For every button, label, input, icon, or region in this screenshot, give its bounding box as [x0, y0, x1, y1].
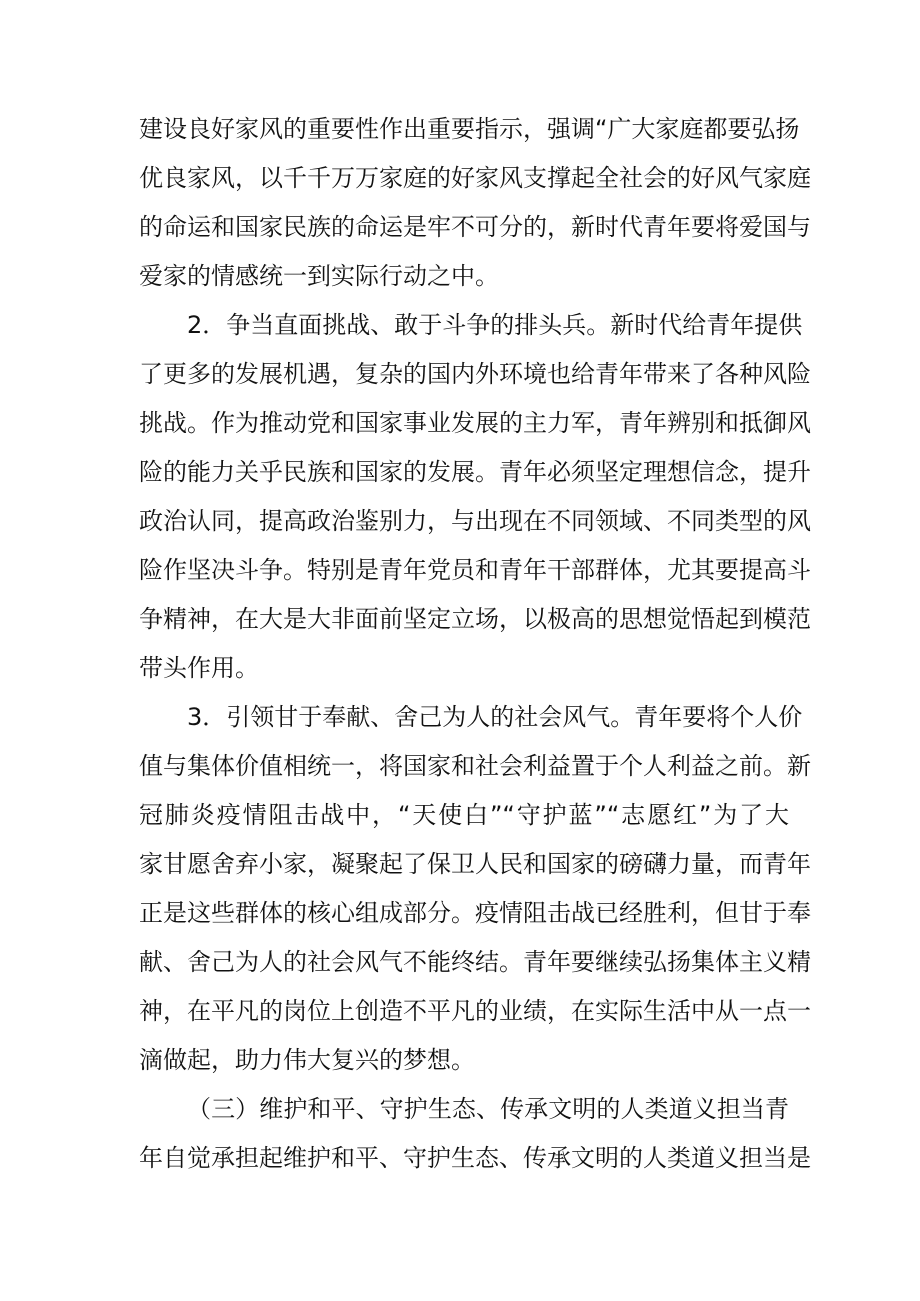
text-line: 优良家风，以千千万万家庭的好家风支撑起全社会的好风气家庭	[139, 164, 811, 192]
paragraph-heading-2: 2．争当直面挑战、敢于斗争的排头兵。新时代给青年提供	[187, 311, 803, 339]
paragraph-heading-3: 3．引领甘于奉献、舍己为人的社会风气。青年要将个人价	[187, 703, 803, 731]
text-line: 神，在平凡的岗位上创造不平凡的业绩，在实际生活中从一点一	[139, 997, 811, 1025]
text-line: 挑战。作为推动党和国家事业发展的主力军，青年辨别和抵御风	[139, 409, 811, 437]
text-line: 建设良好家风的重要性作出重要指示，强调“广大家庭都要弘扬	[139, 115, 800, 143]
text-line: 年自觉承担起维护和平、守护生态、传承文明的人类道义担当是	[139, 1144, 811, 1172]
text-line: 滴做起，助力伟大复兴的梦想。	[139, 1046, 475, 1074]
text-line: 的命运和国家民族的命运是牢不可分的，新时代青年要将爱国与	[139, 213, 811, 241]
text-line: 爱家的情感统一到实际行动之中。	[139, 262, 499, 290]
text-line: 正是这些群体的核心组成部分。疫情阻击战已经胜利，但甘于奉	[139, 899, 811, 927]
text-line: 政治认同，提高政治鉴别力，与出现在不同领域、不同类型的风	[139, 507, 811, 535]
section-heading-3: （三）维护和平、守护生态、传承文明的人类道义担当青	[187, 1095, 789, 1123]
text-line: 带头作用。	[139, 654, 259, 682]
text-line: 了更多的发展机遇，复杂的国内外环境也给青年带来了各种风险	[139, 360, 811, 388]
text-line: 献、舍己为人的社会风气不能终结。青年要继续弘扬集体主义精	[139, 948, 811, 976]
text-line: 冠肺炎疫情阻击战中，“天使白”“守护蓝”“志愿红”为了大	[139, 801, 789, 829]
text-line: 争精神，在大是大非面前坚定立场，以极高的思想觉悟起到模范	[139, 605, 811, 633]
text-line: 险作坚决斗争。特别是青年党员和青年干部群体，尤其要提高斗	[139, 556, 811, 584]
text-line: 值与集体价值相统一，将国家和社会利益置于个人利益之前。新	[139, 752, 811, 780]
text-line: 家甘愿舍弃小家，凝聚起了保卫人民和国家的磅礴力量，而青年	[139, 850, 811, 878]
text-line: 险的能力关乎民族和国家的发展。青年必须坚定理想信念，提升	[139, 458, 811, 486]
